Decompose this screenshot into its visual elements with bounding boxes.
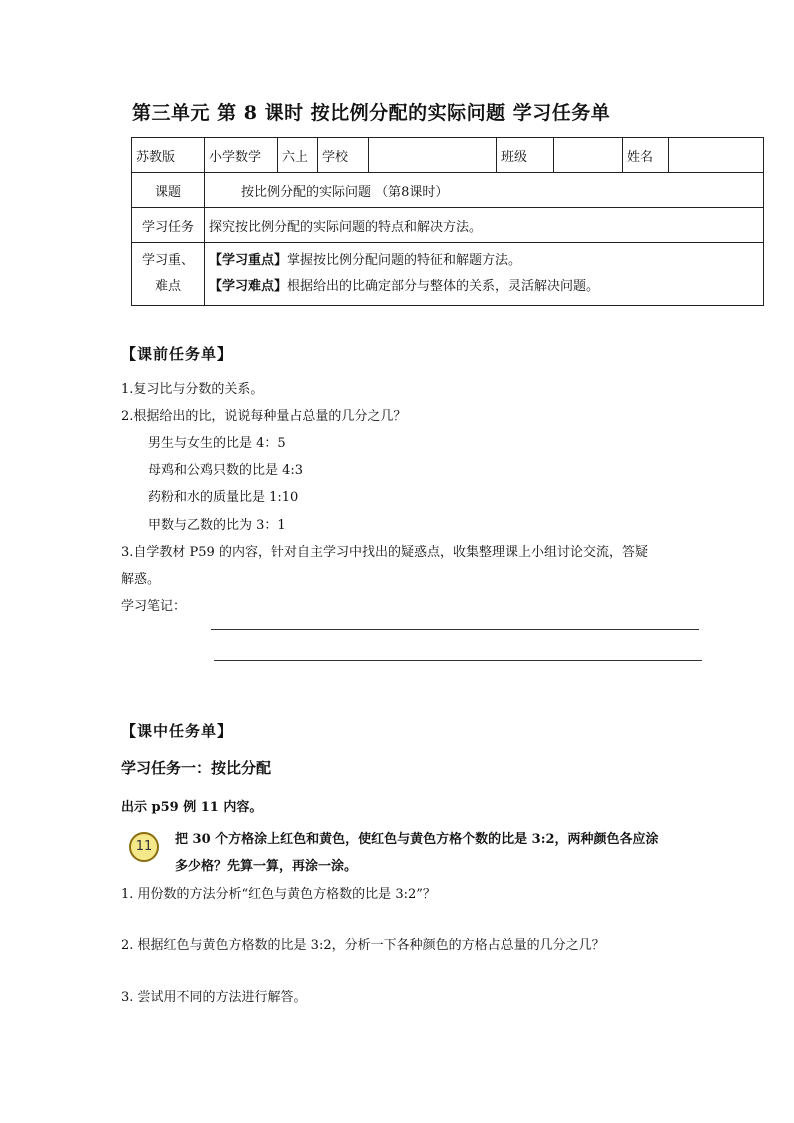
difficulty-point: [209, 274, 759, 300]
subject-cell: 小学数学: [205, 138, 278, 173]
difficulty-tag: 【学习难点】: [209, 279, 288, 294]
difficulty-text: 根据给出的比确定部分与整体的关系，灵活解决问题。: [287, 279, 600, 294]
name-field[interactable]: [669, 138, 764, 173]
class-field[interactable]: [554, 138, 623, 173]
topic-value: 按比例分配的实际问题 （第8课时）: [205, 173, 764, 208]
keypoints-label-line1: 学习重、: [141, 253, 194, 268]
question-3: 3. 尝试用不同的方法进行解答。: [121, 990, 307, 1005]
task1-title: 学习任务一：按比分配: [121, 759, 272, 777]
ratio-item: 甲数与乙数的比为 3：1: [148, 518, 286, 533]
class-label: 班级: [497, 138, 554, 173]
question-2: 2. 根据红色与黄色方格数的比是 3:2，分析一下各种颜色的方格占总量的几分之几？: [121, 938, 605, 953]
notes-label: 学习笔记：: [121, 599, 187, 614]
topic-label: 课题: [132, 173, 205, 208]
example-intro: 出示 p59 例 11 内容。: [121, 800, 263, 815]
grade-cell: 六上: [278, 138, 318, 173]
example-number-icon: 11: [129, 832, 159, 862]
pre-item-2: 2.根据给出的比，说说每种量占总量的几分之几？: [121, 409, 407, 424]
pre-item-3-cont: 解惑。: [121, 572, 161, 587]
pre-class-heading: 【课前任务单】: [121, 345, 234, 363]
ratio-item: 母鸡和公鸡只数的比是 4:3: [148, 463, 304, 478]
school-label: 学校: [318, 138, 369, 173]
pre-item-3: 3.自学教材 P59 的内容，针对自主学习中找出的疑惑点，收集整理课上小组讨论交流，答疑: [121, 545, 648, 560]
notes-line[interactable]: [214, 660, 702, 661]
problem-line: 把 30 个方格涂上红色和黄色，使红色与黄色方格个数的比是 3:2，两种颜色各应涂: [175, 832, 659, 847]
page-title: 第三单元 第 8 课时 按比例分配的实际问题 学习任务单: [132, 102, 611, 124]
pre-item-1: 1.复习比与分数的关系。: [121, 382, 264, 397]
name-label: 姓名: [623, 138, 669, 173]
task-label: 学习任务: [132, 208, 205, 243]
task-value: 探究按比例分配的实际问题的特点和解决方法。: [205, 208, 764, 243]
question-1: 1. 用份数的方法分析“红色与黄色方格数的比是 3:2”？: [121, 887, 436, 902]
publisher-cell: 苏教版: [132, 138, 205, 173]
keypoints-label: [132, 243, 205, 306]
ratio-item: 男生与女生的比是 4：5: [148, 436, 286, 451]
problem-line: 多少格？先算一算，再涂一涂。: [175, 859, 358, 874]
keypoints-value: [205, 243, 764, 306]
in-class-heading: 【课中任务单】: [121, 722, 234, 740]
school-field[interactable]: [369, 138, 497, 173]
key-point-tag: 【学习重点】: [209, 253, 288, 268]
notes-line[interactable]: [211, 629, 699, 630]
key-point-text: 掌握按比例分配问题的特征和解题方法。: [287, 253, 522, 268]
key-point: [209, 248, 759, 274]
ratio-item: 药粉和水的质量比是 1:10: [148, 490, 299, 505]
keypoints-label-line2: 难点: [154, 279, 181, 294]
info-table: [131, 137, 764, 306]
example-problem: [175, 826, 705, 880]
